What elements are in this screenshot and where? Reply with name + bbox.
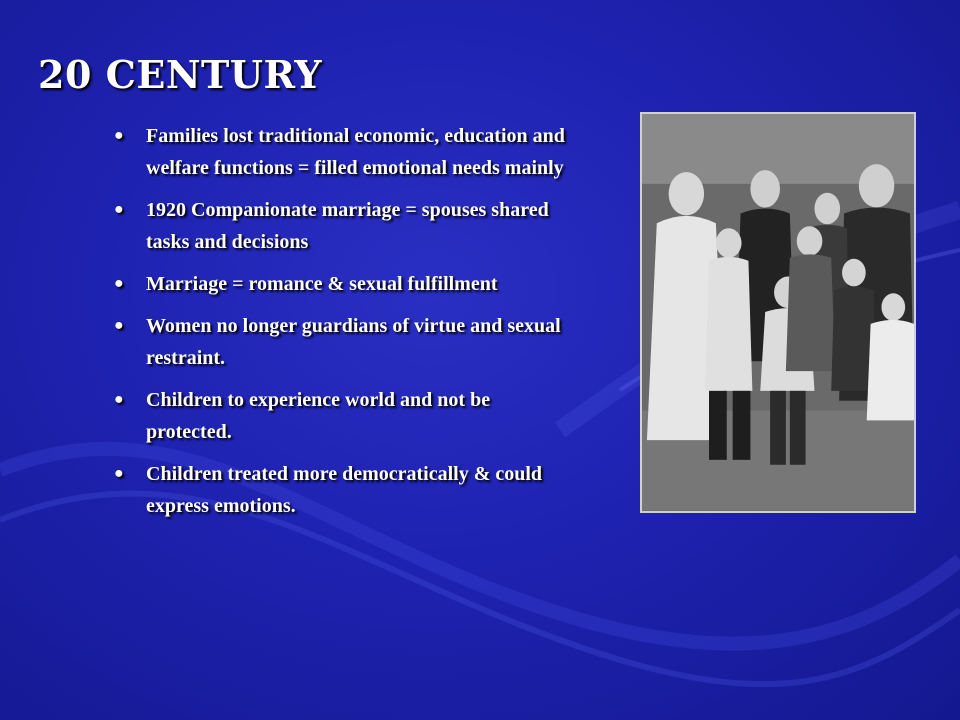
bullet-item (108, 120, 578, 184)
bullet-dot-icon: ● (114, 275, 124, 292)
bullet-text: Children to experience world and not be protected. (146, 389, 491, 443)
bullet-item (108, 194, 578, 258)
bullet-text: 1920 Companionate marriage = spouses shared tasks and decisions (146, 199, 549, 253)
bullet-text: Children treated more democratically & could express emotions. (146, 463, 543, 517)
bullet-text: Marriage = romance & sexual fulfillment (146, 273, 498, 295)
bullet-item (108, 384, 578, 448)
bullet-text: Families lost traditional economic, education and welfare functions = filled emotional needs mainly (146, 125, 565, 179)
family-photo (640, 112, 916, 513)
bullet-dot-icon: ● (114, 201, 124, 218)
bullet-dot-icon: ● (114, 391, 124, 408)
bullet-item (108, 458, 578, 522)
bullet-list (108, 120, 578, 532)
bullet-dot-icon: ● (114, 465, 124, 482)
bullet-dot-icon: ● (114, 317, 124, 334)
bullet-item (108, 268, 578, 300)
family-photo-illustration (642, 114, 914, 511)
bullet-text: Women no longer guardians of virtue and sexual restraint. (146, 315, 561, 369)
bullet-dot-icon: ● (114, 127, 124, 144)
bullet-item (108, 310, 578, 374)
slide-title: 20 CENTURY (38, 52, 323, 97)
